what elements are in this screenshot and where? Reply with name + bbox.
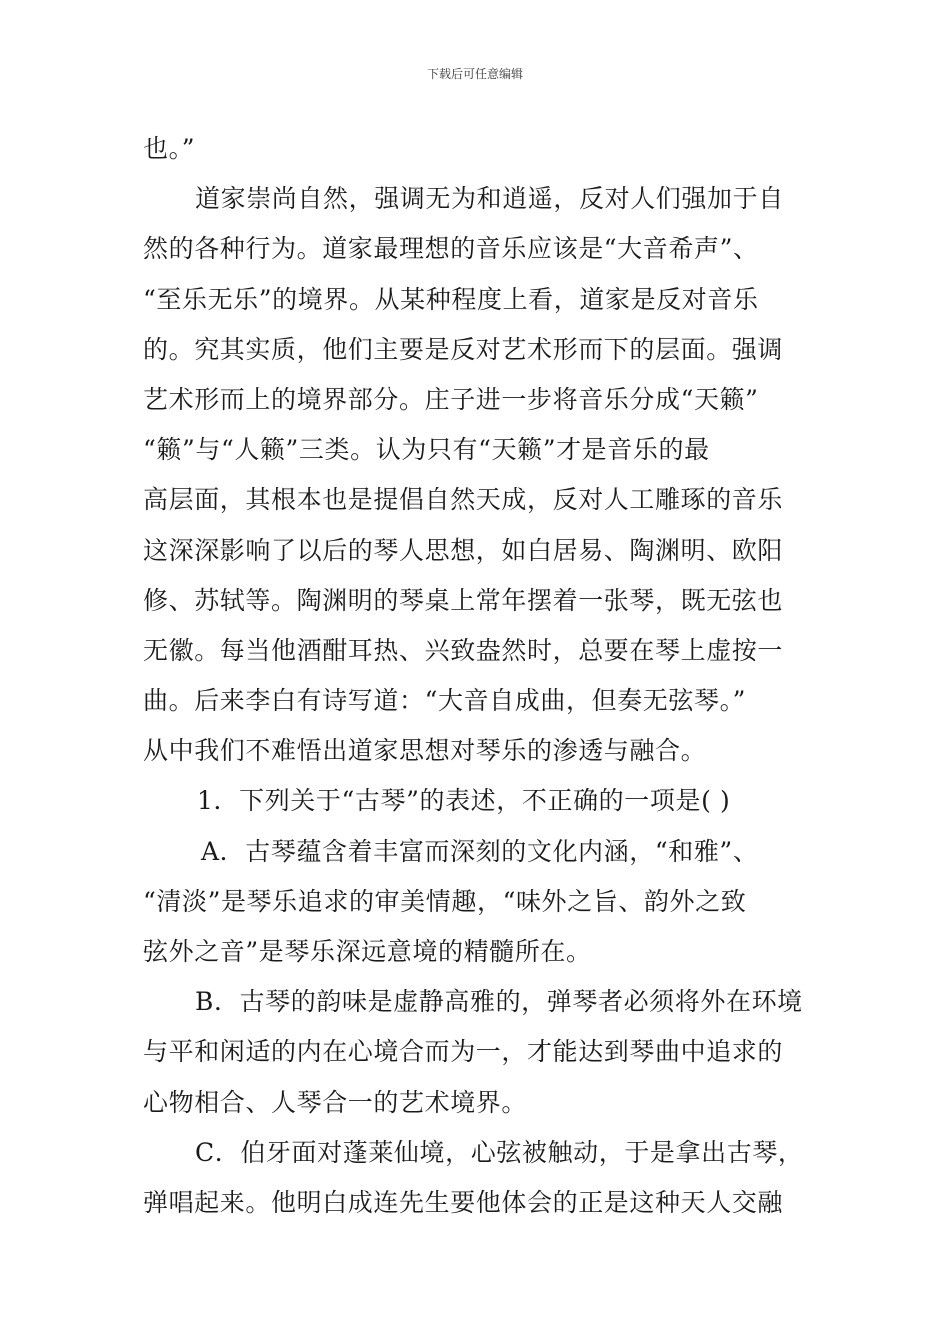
paragraph-start-line: 道家崇尚自然，强调无为和逍遥，反对人们强加于自 [195,184,784,214]
text-line: 修、苏轼等。陶渊明的琴桌上常年摆着一张琴，既无弦也 [143,585,784,615]
text-line: 这深深影响了以后的琴人思想，如白居易、陶渊明、欧阳 [143,535,784,565]
text-line: 曲。后来李白有诗写道：“大音自成曲，但奏无弦琴。” [143,686,747,716]
option-a-line: A．古琴蕴含着丰富而深刻的文化内涵，“和雅”、 [201,836,759,866]
text-line: 与平和闲适的内在心境合而为一，才能达到琴曲中追求的 [143,1037,784,1067]
text-line: 心物相合、人琴合一的艺术境界。 [143,1087,528,1117]
option-b-line: B．古琴的韵味是虚静高雅的，弹琴者必须将外在环境 [195,987,803,1017]
text-line: 的。究其实质，他们主要是反对艺术形而下的层面。强调 [143,334,784,364]
page-header: 下载后可任意编辑 [426,67,523,81]
text-line: “清淡”是琴乐追求的审美情趣，“味外之旨、韵外之致 [143,886,747,916]
text-line: “至乐无乐”的境界。从某种程度上看，道家是反对音乐 [143,284,759,314]
text-line: 弦外之音”是琴乐深远意境的精髓所在。 [143,937,592,966]
text-line: 也。” [143,134,196,163]
option-c-line: C．伯牙面对蓬莱仙境，心弦被触动，于是拿出古琴， [195,1137,804,1167]
question-stem: 1．下列关于“古琴”的表述，不正确的一项是( ) [197,786,731,816]
text-line: 从中我们不难悟出道家思想对琴乐的渗透与融合。 [143,736,707,766]
text-line: 然的各种行为。道家最理想的音乐应该是“大音希声”、 [143,234,759,264]
text-line: 高层面，其根本也是提倡自然天成，反对人工雕琢的音乐 [143,485,784,515]
text-line: 无徽。每当他酒酣耳热、兴致盎然时，总要在琴上虚按一 [143,635,784,665]
text-line: 弹唱起来。他明白成连先生要他体会的正是这种天人交融 [143,1187,784,1217]
text-line: 艺术形而上的境界部分。庄子进一步将音乐分成“天籁” [143,384,759,414]
document-body [143,128,808,1232]
text-line: “籁”与“人籁”三类。认为只有“天籁”才是音乐的最 [143,435,710,465]
